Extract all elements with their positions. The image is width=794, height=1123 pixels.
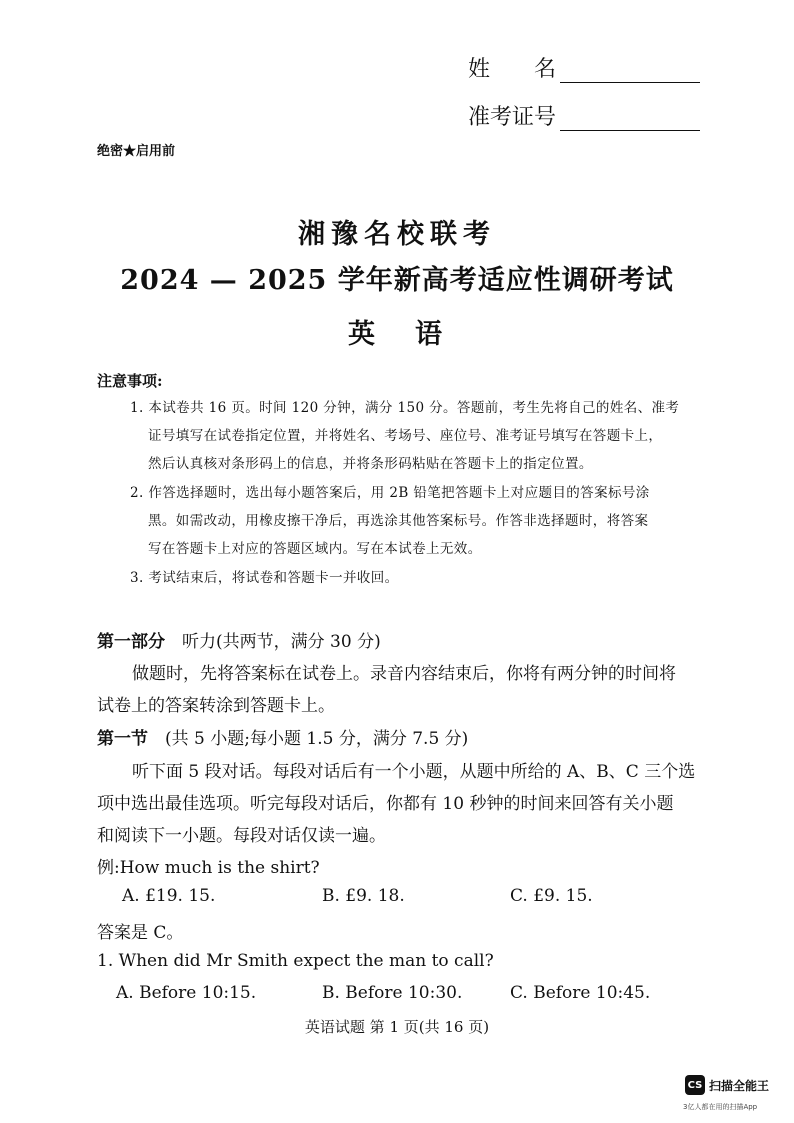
notice-line: 1. 本试卷共 16 页。时间 120 分钟，满分 150 分。答题前，考生先将自己的姓名、准考 bbox=[130, 400, 680, 416]
example-question: 例:How much is the shirt? bbox=[97, 858, 320, 878]
question-1: 1. When did Mr Smith expect the man to call? bbox=[97, 951, 494, 971]
name-blank bbox=[560, 62, 700, 83]
camscanner-logo-icon: CS bbox=[685, 1075, 705, 1095]
section1-instructions: 和阅读下一小题。每段对话仅读一遍。 bbox=[97, 826, 386, 846]
part1-intro: 试卷上的答案转涂到答题卡上。 bbox=[97, 696, 335, 716]
exam-title: 2024 — 2025 学年新高考适应性调研考试 bbox=[120, 265, 674, 296]
example-option-c: C. £9. 15. bbox=[510, 886, 593, 906]
notice-title: 注意事项: bbox=[97, 372, 163, 390]
exam-id-field bbox=[468, 100, 700, 131]
section1-heading-rest: (共 5 小题;每小题 1.5 分，满分 7.5 分) bbox=[148, 729, 469, 749]
part1-heading-bold: 第一部分 bbox=[97, 632, 165, 652]
page-footer: 英语试题 第 1 页(共 16 页) bbox=[304, 1018, 490, 1036]
question-1-option-b: B. Before 10:30. bbox=[322, 983, 463, 1003]
subject-title: 英语 bbox=[348, 319, 482, 350]
secret-label: 绝密★启用前 bbox=[97, 144, 176, 159]
name-label: 姓 名 bbox=[468, 57, 557, 82]
notice-line: 2. 作答选择题时，选出每小题答案后，用 2B 铅笔把答题卡上对应题目的答案标号涂 bbox=[130, 485, 650, 501]
section1-heading-bold: 第一节 bbox=[97, 729, 148, 749]
scanner-tagline: 3亿人都在用的扫描App bbox=[683, 1103, 758, 1111]
section1-instructions: 项中选出最佳选项。听完每段对话后，你都有 10 秒钟的时间来回答有关小题 bbox=[97, 794, 674, 814]
exam-id-blank bbox=[560, 110, 700, 131]
notice-line: 证号填写在试卷指定位置，并将姓名、考场号、座位号、准考证号填写在答题卡上， bbox=[148, 428, 663, 444]
question-1-option-c: C. Before 10:45. bbox=[510, 983, 651, 1003]
scanner-app-name: 扫描全能王 bbox=[709, 1078, 770, 1093]
section1-heading bbox=[97, 724, 468, 749]
exam-union-title: 湘豫名校联考 bbox=[298, 219, 496, 250]
part1-heading bbox=[97, 627, 381, 652]
section1-instructions: 听下面 5 段对话。每段对话后有一个小题，从题中所给的 A、B、C 三个选 bbox=[132, 762, 696, 782]
scanner-watermark bbox=[685, 1075, 769, 1095]
example-answer: 答案是 C。 bbox=[97, 923, 184, 943]
notice-line: 然后认真核对条形码上的信息，并将条形码粘贴在答题卡上的指定位置。 bbox=[148, 456, 593, 472]
example-option-b: B. £9. 18. bbox=[322, 886, 405, 906]
exam-id-label: 准考证号 bbox=[468, 105, 557, 130]
example-option-a: A. £19. 15. bbox=[122, 886, 216, 906]
notice-line: 黑。如需改动，用橡皮擦干净后，再选涂其他答案标号。作答非选择题时，将答案 bbox=[148, 513, 649, 529]
notice-line: 写在答题卡上对应的答题区域内。写在本试卷上无效。 bbox=[148, 541, 482, 557]
notice-line: 3. 考试结束后，将试卷和答题卡一并收回。 bbox=[130, 570, 399, 586]
name-field bbox=[468, 52, 700, 83]
question-1-option-a: A. Before 10:15. bbox=[116, 983, 257, 1003]
part1-heading-rest: 听力(共两节，满分 30 分) bbox=[165, 632, 381, 652]
part1-intro: 做题时，先将答案标在试卷上。录音内容结束后，你将有两分钟的时间将 bbox=[132, 664, 676, 684]
